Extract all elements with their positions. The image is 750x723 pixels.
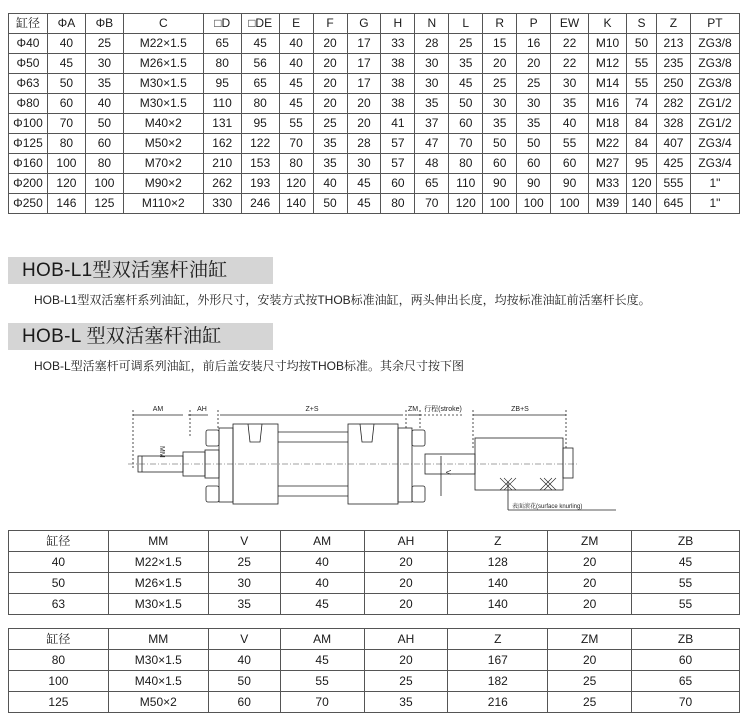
hob-l-table-small — [8, 530, 740, 615]
dimension-table-header-cell: N — [415, 14, 449, 34]
dimension-table-header-cell: S — [627, 14, 657, 34]
hob-l-table-cell: M22×1.5 — [108, 552, 208, 573]
hob-l-table-header-cell: AH — [364, 531, 448, 552]
dimension-table-header-cell: 缸径 — [9, 14, 48, 34]
dimension-table-header-row — [9, 14, 740, 34]
dimension-table-cell: Φ100 — [9, 114, 48, 134]
hob-l-table-cell: 20 — [364, 650, 448, 671]
dimension-table-row — [9, 114, 740, 134]
dimension-table-cell: Φ50 — [9, 54, 48, 74]
dimension-table-cell: 122 — [241, 134, 279, 154]
dimension-table-cell: M22×1.5 — [123, 34, 203, 54]
dimension-table-cell: 55 — [279, 114, 313, 134]
hob-l-table-cell: 55 — [632, 594, 740, 615]
hob-l-table-header-cell: ZM — [548, 629, 632, 650]
dimension-table-cell: 28 — [415, 34, 449, 54]
cylinder-drawing — [128, 398, 628, 520]
dimension-table-cell: 84 — [627, 114, 657, 134]
dimension-table-cell: 140 — [627, 194, 657, 214]
dimension-table-cell: 16 — [517, 34, 551, 54]
dimension-table-cell: 25 — [85, 34, 123, 54]
hob-l-table-cell: 60 — [632, 650, 740, 671]
dimension-table-cell: 50 — [47, 74, 85, 94]
hob-l-table-cell: 20 — [548, 573, 632, 594]
dimension-table-cell: 282 — [656, 94, 690, 114]
hob-l-table-header-cell: 缸径 — [9, 629, 109, 650]
dimension-table-cell: M30×1.5 — [123, 74, 203, 94]
hob-l-table-header-cell: Z — [448, 531, 548, 552]
dimension-table-cell: M33 — [589, 174, 627, 194]
dimension-table-cell: 80 — [449, 154, 483, 174]
hob-l-table-cell: 20 — [548, 650, 632, 671]
hob-l-table-cell: 50 — [9, 573, 109, 594]
dimension-table-cell: 80 — [85, 154, 123, 174]
dimension-table-cell: 60 — [551, 154, 589, 174]
dimension-table-cell: 45 — [347, 174, 381, 194]
dimension-table-cell: 22 — [551, 54, 589, 74]
dimension-table-cell: M40×2 — [123, 114, 203, 134]
hob-l-table-header-cell: 缸径 — [9, 531, 109, 552]
label-surface-knurling: 表面滚花(surface knurling) — [512, 504, 583, 510]
hob-l-table-header-cell: MM — [108, 629, 208, 650]
dimension-table-header-cell: L — [449, 14, 483, 34]
dimension-table-cell: 65 — [241, 74, 279, 94]
dimension-table-cell: 60 — [85, 134, 123, 154]
hob-l-table-cell: 45 — [632, 552, 740, 573]
dimension-table-header-cell: F — [313, 14, 347, 34]
dimension-table-cell: 40 — [85, 94, 123, 114]
hob-l-table-cell: 30 — [208, 573, 280, 594]
dimension-table-cell: 30 — [517, 94, 551, 114]
hob-l-table-cell: 25 — [548, 692, 632, 713]
dimension-table-cell: 55 — [627, 54, 657, 74]
hob-l-table-cell: 55 — [632, 573, 740, 594]
dimension-table-cell: 50 — [313, 194, 347, 214]
dimension-table-cell: 28 — [347, 134, 381, 154]
dimension-table-cell: 40 — [313, 174, 347, 194]
dimension-table-cell: 57 — [381, 134, 415, 154]
hob-l-table-header-cell: V — [208, 531, 280, 552]
dimension-table-cell: 45 — [47, 54, 85, 74]
dimension-table-cell: 80 — [241, 94, 279, 114]
dimension-table-row — [9, 154, 740, 174]
dimension-table-cell: 90 — [483, 174, 517, 194]
dimension-table-cell: 90 — [517, 174, 551, 194]
dimension-table-cell: 80 — [47, 134, 85, 154]
dimension-table-cell: 100 — [47, 154, 85, 174]
dimension-table-cell: 50 — [449, 94, 483, 114]
dimension-table-cell: 120 — [449, 194, 483, 214]
label-v: V — [444, 470, 451, 475]
dimension-table-cell: 50 — [483, 134, 517, 154]
dimension-table-cell: 17 — [347, 74, 381, 94]
dimension-table-row — [9, 194, 740, 214]
dimension-table-cell: 20 — [517, 54, 551, 74]
hob-l-table-cell: 40 — [280, 573, 364, 594]
dimension-table-cell: 22 — [551, 34, 589, 54]
dimension-table-cell: 50 — [517, 134, 551, 154]
dimension-table-cell: 60 — [47, 94, 85, 114]
hob-l-table-row — [9, 671, 740, 692]
dimension-table-cell: 20 — [313, 34, 347, 54]
dimension-table-cell: 60 — [381, 174, 415, 194]
dimension-table-cell: M39 — [589, 194, 627, 214]
hob-l-table-cell: 45 — [280, 594, 364, 615]
dimension-table-cell: 120 — [627, 174, 657, 194]
dimension-table-cell: 131 — [203, 114, 241, 134]
dimension-table-cell: 20 — [313, 54, 347, 74]
dimension-table-header-cell: E — [279, 14, 313, 34]
hob-l-table-cell: 20 — [548, 552, 632, 573]
dimension-table-cell: M70×2 — [123, 154, 203, 174]
dimension-table-header-cell: C — [123, 14, 203, 34]
label-zb-plus-s: ZB+S — [511, 406, 529, 413]
dimension-table-cell: 100 — [551, 194, 589, 214]
dimension-table-header-cell: EW — [551, 14, 589, 34]
dimension-table-cell: 37 — [415, 114, 449, 134]
dimension-table-cell: 95 — [241, 114, 279, 134]
hob-l-table-cell: 70 — [632, 692, 740, 713]
dimension-table-cell: 55 — [627, 74, 657, 94]
dimension-table-cell: 45 — [347, 194, 381, 214]
hob-l-table-cell: M30×1.5 — [108, 594, 208, 615]
label-zm: ZM — [407, 406, 419, 413]
hob-l-table-header-cell: MM — [108, 531, 208, 552]
dimension-table-cell: 120 — [279, 174, 313, 194]
hob-l-table-cell: 20 — [364, 552, 448, 573]
dimension-table-header-cell: P — [517, 14, 551, 34]
dimension-table-cell: 38 — [381, 74, 415, 94]
dimension-table-cell: M27 — [589, 154, 627, 174]
section-title-hob-l: HOB-L 型双活塞杆油缸 — [8, 323, 273, 350]
dimension-table-cell: 30 — [551, 74, 589, 94]
dimension-table-cell: 407 — [656, 134, 690, 154]
dimension-table-header-cell: ΦA — [47, 14, 85, 34]
dimension-table-cell: 30 — [85, 54, 123, 74]
hob-l-table-cell: 216 — [448, 692, 548, 713]
dimension-table-cell: 246 — [241, 194, 279, 214]
dimension-table-header-cell: K — [589, 14, 627, 34]
dimension-table-cell: ZG3/8 — [690, 54, 739, 74]
dimension-table-cell: 35 — [483, 114, 517, 134]
dimension-table-cell: 35 — [415, 94, 449, 114]
dimension-table-cell: 50 — [85, 114, 123, 134]
dimension-table-cell: 555 — [656, 174, 690, 194]
dimension-table-cell: 30 — [415, 54, 449, 74]
hob-l-table-row — [9, 573, 740, 594]
hob-l-table-row — [9, 552, 740, 573]
dimension-table-cell: 125 — [85, 194, 123, 214]
dimension-table-cell: 35 — [313, 134, 347, 154]
dimension-table-cell: Φ63 — [9, 74, 48, 94]
dimension-table-cell: 56 — [241, 54, 279, 74]
label-am: AM — [152, 406, 164, 413]
dimension-table-cell: 35 — [313, 154, 347, 174]
dimension-table-cell: 100 — [85, 174, 123, 194]
dimension-table-cell: 425 — [656, 154, 690, 174]
dimension-table-cell: 65 — [203, 34, 241, 54]
dimension-table-cell: 41 — [381, 114, 415, 134]
dimension-table-cell: M10 — [589, 34, 627, 54]
hob-l-table-header-cell: Z — [448, 629, 548, 650]
hob-l-table-header-cell: AM — [280, 531, 364, 552]
dimension-table-header-cell: PT — [690, 14, 739, 34]
dimension-table-cell: 162 — [203, 134, 241, 154]
hob-l-table-cell: 140 — [448, 594, 548, 615]
dimension-table-row — [9, 74, 740, 94]
dimension-table-cell: 25 — [483, 74, 517, 94]
section-description-hob-l1: HOB-L1型双活塞杆系列油缸，外形尺寸，安装方式按THOB标准油缸，两头伸出长度，均按标准油缸前活塞杆长度。 — [34, 293, 651, 307]
dimension-table-cell: 45 — [279, 94, 313, 114]
dimension-table-cell: 193 — [241, 174, 279, 194]
dimension-table-cell: 645 — [656, 194, 690, 214]
dimension-table-cell: 250 — [656, 74, 690, 94]
dimension-table-header-cell: □DE — [241, 14, 279, 34]
hob-l-table-cell: 55 — [280, 671, 364, 692]
dimension-table-cell: 35 — [449, 54, 483, 74]
dimension-table-cell: 90 — [551, 174, 589, 194]
dimension-table-header-cell: ΦB — [85, 14, 123, 34]
dimension-table-cell: 60 — [449, 114, 483, 134]
hob-l-table-cell: 20 — [548, 594, 632, 615]
dimension-table-cell: 17 — [347, 54, 381, 74]
hob-l-table-cell: 63 — [9, 594, 109, 615]
dimension-table — [8, 13, 740, 214]
dimension-table-cell: 45 — [449, 74, 483, 94]
hob-l-table-cell: M26×1.5 — [108, 573, 208, 594]
dimension-table-cell: 70 — [47, 114, 85, 134]
hob-l-table-header-cell: AH — [364, 629, 448, 650]
hob-l-table-cell: 100 — [9, 671, 109, 692]
dimension-table-cell: 38 — [381, 54, 415, 74]
dimension-table-cell: 25 — [313, 114, 347, 134]
dimension-table-header-cell: R — [483, 14, 517, 34]
hob-l-table-cell: 80 — [9, 650, 109, 671]
hob-l-table-cell: 125 — [9, 692, 109, 713]
dimension-table-cell: 153 — [241, 154, 279, 174]
dimension-table-cell: 25 — [517, 74, 551, 94]
dimension-table-cell: 30 — [347, 154, 381, 174]
hob-l-table-cell: 25 — [208, 552, 280, 573]
dimension-table-cell: M30×1.5 — [123, 94, 203, 114]
hob-l-table-cell: 35 — [364, 692, 448, 713]
label-mm: MM — [158, 446, 165, 458]
dimension-table-cell: 48 — [415, 154, 449, 174]
hob-l-table-cell: 70 — [280, 692, 364, 713]
hob-l-table-header-cell: ZB — [632, 629, 740, 650]
dimension-table-cell: Φ160 — [9, 154, 48, 174]
hob-l-table-cell: 50 — [208, 671, 280, 692]
dimension-table-cell: 330 — [203, 194, 241, 214]
hob-l-table-header-cell: ZB — [632, 531, 740, 552]
dimension-table-cell: 17 — [347, 34, 381, 54]
hob-l-table-row — [9, 692, 740, 713]
hob-l-table-row — [9, 594, 740, 615]
dimension-table-cell: 100 — [483, 194, 517, 214]
dimension-table-cell: 120 — [47, 174, 85, 194]
section-description-hob-l: HOB-L型活塞杆可调系列油缸，前后盖安装尺寸均按THOB标准。其余尺寸按下图 — [34, 359, 465, 373]
dimension-table-cell: 80 — [203, 54, 241, 74]
dimension-table-cell: 262 — [203, 174, 241, 194]
dimension-table-header-cell: Z — [656, 14, 690, 34]
dimension-table-cell: ZG3/4 — [690, 134, 739, 154]
dimension-table-cell: 1" — [690, 174, 739, 194]
dimension-table-cell: 110 — [203, 94, 241, 114]
dimension-table-cell: ZG1/2 — [690, 94, 739, 114]
dimension-table-cell: 33 — [381, 34, 415, 54]
hob-l-table-header-row — [9, 531, 740, 552]
dimension-table-cell: 20 — [347, 114, 381, 134]
dimension-table-cell: 146 — [47, 194, 85, 214]
dimension-table-cell: 70 — [279, 134, 313, 154]
dimension-table-cell: 70 — [449, 134, 483, 154]
dimension-table-cell: 40 — [279, 34, 313, 54]
dimension-table-cell: 20 — [483, 54, 517, 74]
hob-l-table-cell: 45 — [280, 650, 364, 671]
hob-l-table-cell: M30×1.5 — [108, 650, 208, 671]
dimension-table-cell: 328 — [656, 114, 690, 134]
hob-l-table-cell: 40 — [9, 552, 109, 573]
dimension-table-cell: 213 — [656, 34, 690, 54]
dimension-table-cell: 40 — [279, 54, 313, 74]
dimension-table-cell: 95 — [203, 74, 241, 94]
dimension-table-cell: 15 — [483, 34, 517, 54]
hob-l-table-cell: 128 — [448, 552, 548, 573]
dimension-table-cell: 80 — [279, 154, 313, 174]
dimension-table-cell: M18 — [589, 114, 627, 134]
dimension-table-cell: 45 — [279, 74, 313, 94]
dimension-table-cell: 84 — [627, 134, 657, 154]
dimension-table-row — [9, 54, 740, 74]
hob-l-table-header-cell: ZM — [548, 531, 632, 552]
hob-l-table-row — [9, 650, 740, 671]
hob-l-table-cell: 167 — [448, 650, 548, 671]
dimension-table-cell: 100 — [517, 194, 551, 214]
dimension-table-cell: 80 — [381, 194, 415, 214]
dimension-table-cell: 40 — [551, 114, 589, 134]
label-ah: AH — [197, 406, 207, 413]
hob-l-table-large — [8, 628, 740, 713]
dimension-table-cell: 20 — [313, 94, 347, 114]
dimension-table-cell: 47 — [415, 134, 449, 154]
dimension-table-cell: 74 — [627, 94, 657, 114]
dimension-table-row — [9, 34, 740, 54]
hob-l-table-cell: 182 — [448, 671, 548, 692]
label-stroke: 行程(stroke) — [424, 406, 462, 413]
dimension-table-cell: 95 — [627, 154, 657, 174]
dimension-table-cell: ZG3/4 — [690, 154, 739, 174]
dimension-table-header-cell: H — [381, 14, 415, 34]
hob-l-table-cell: 60 — [208, 692, 280, 713]
dimension-table-cell: 30 — [415, 74, 449, 94]
dimension-table-row — [9, 134, 740, 154]
hob-l-table-cell: 25 — [548, 671, 632, 692]
dimension-table-cell: 35 — [551, 94, 589, 114]
dimension-table-cell: 30 — [483, 94, 517, 114]
dimension-table-cell: Φ125 — [9, 134, 48, 154]
dimension-table-cell: M12 — [589, 54, 627, 74]
dimension-table-cell: 45 — [241, 34, 279, 54]
dimension-table-cell: 70 — [415, 194, 449, 214]
hob-l-table-cell: 35 — [208, 594, 280, 615]
dimension-table-cell: 38 — [381, 94, 415, 114]
dimension-table-cell: Φ40 — [9, 34, 48, 54]
dimension-table-cell: 235 — [656, 54, 690, 74]
dimension-table-cell: 40 — [47, 34, 85, 54]
hob-l-table-cell: 65 — [632, 671, 740, 692]
dimension-table-cell: M90×2 — [123, 174, 203, 194]
hob-l-table-header-row — [9, 629, 740, 650]
dimension-table-cell: M14 — [589, 74, 627, 94]
dimension-table-cell: 25 — [449, 34, 483, 54]
dimension-table-cell: M26×1.5 — [123, 54, 203, 74]
dimension-table-cell: 57 — [381, 154, 415, 174]
hob-l-table-header-cell: AM — [280, 629, 364, 650]
dimension-table-cell: 60 — [483, 154, 517, 174]
dimension-table-cell: 110 — [449, 174, 483, 194]
dimension-table-cell: M22 — [589, 134, 627, 154]
dimension-table-cell: 20 — [313, 74, 347, 94]
hob-l-table-cell: 40 — [208, 650, 280, 671]
dimension-table-cell: ZG3/8 — [690, 34, 739, 54]
dimension-table-cell: 55 — [551, 134, 589, 154]
dimension-table-cell: 35 — [517, 114, 551, 134]
dimension-table-cell: M50×2 — [123, 134, 203, 154]
hob-l-table-cell: M50×2 — [108, 692, 208, 713]
hob-l-table-cell: 20 — [364, 594, 448, 615]
dimension-table-cell: 65 — [415, 174, 449, 194]
hob-l-table-cell: 25 — [364, 671, 448, 692]
hob-l-table-cell: M40×1.5 — [108, 671, 208, 692]
dimension-table-header-cell: □D — [203, 14, 241, 34]
dimension-table-cell: 210 — [203, 154, 241, 174]
dimension-table-header-cell: G — [347, 14, 381, 34]
hob-l-table-cell: 20 — [364, 573, 448, 594]
dimension-table-cell: 60 — [517, 154, 551, 174]
dimension-table-row — [9, 174, 740, 194]
hob-l-table-cell: 40 — [280, 552, 364, 573]
dimension-table-cell: ZG1/2 — [690, 114, 739, 134]
label-z-plus-s: Z+S — [305, 406, 319, 413]
dimension-table-cell: 50 — [627, 34, 657, 54]
dimension-table-cell: 140 — [279, 194, 313, 214]
dimension-table-cell: 1" — [690, 194, 739, 214]
dimension-table-cell: 20 — [347, 94, 381, 114]
dimension-table-row — [9, 94, 740, 114]
dimension-table-cell: ZG3/8 — [690, 74, 739, 94]
hob-l-table-cell: 140 — [448, 573, 548, 594]
dimension-table-cell: Φ250 — [9, 194, 48, 214]
hob-l-table-header-cell: V — [208, 629, 280, 650]
dimension-table-cell: M110×2 — [123, 194, 203, 214]
dimension-table-cell: Φ200 — [9, 174, 48, 194]
dimension-table-cell: M16 — [589, 94, 627, 114]
dimension-table-cell: 35 — [85, 74, 123, 94]
section-title-hob-l1: HOB-L1型双活塞杆油缸 — [8, 257, 273, 284]
dimension-table-cell: Φ80 — [9, 94, 48, 114]
